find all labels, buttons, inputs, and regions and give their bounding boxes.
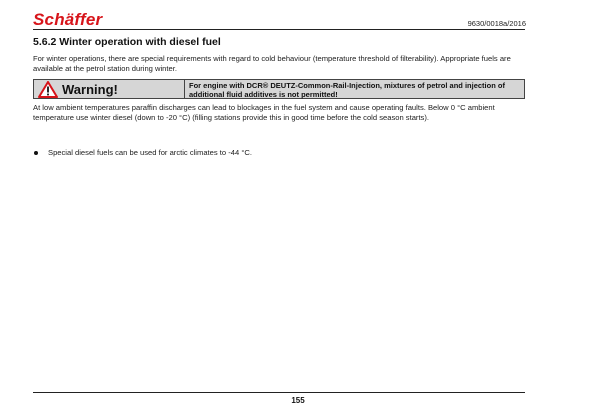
bullet-icon [34,151,38,155]
warning-label: Warning! [62,82,118,97]
warning-box [33,79,525,99]
footer-divider [33,392,525,393]
header-divider [33,29,525,30]
section-title: 5.6.2 Winter operation with diesel fuel [33,36,221,48]
warning-text: For engine with DCR® DEUTZ-Common-Rail-Injection, mixtures of petrol and injection of additional fluid additives is not permitted! [189,81,505,99]
company-logo: Schäffer [33,10,103,29]
intro-paragraph: For winter operations, there are special requirements with regard to cold behaviour (temperature threshold of filterability). Appropriate fuels are available at the petrol station during winter. [33,54,511,73]
warning-divider [184,80,185,98]
list-item-text: Special diesel fuels can be used for arctic climates to -44 °C. [48,148,252,157]
warning-triangle-icon [38,81,58,98]
body-paragraph: At low ambient temperatures paraffin discharges can lead to blockages in the fuel system and cause operating faults. Below 0 °C ambient temperature use winter diesel (down to -20 °C) (filling stations provide this in good time before the cold season starts). [33,103,495,122]
document-number: 9630/0018a/2016 [467,19,526,28]
page-number: 155 [291,396,305,405]
